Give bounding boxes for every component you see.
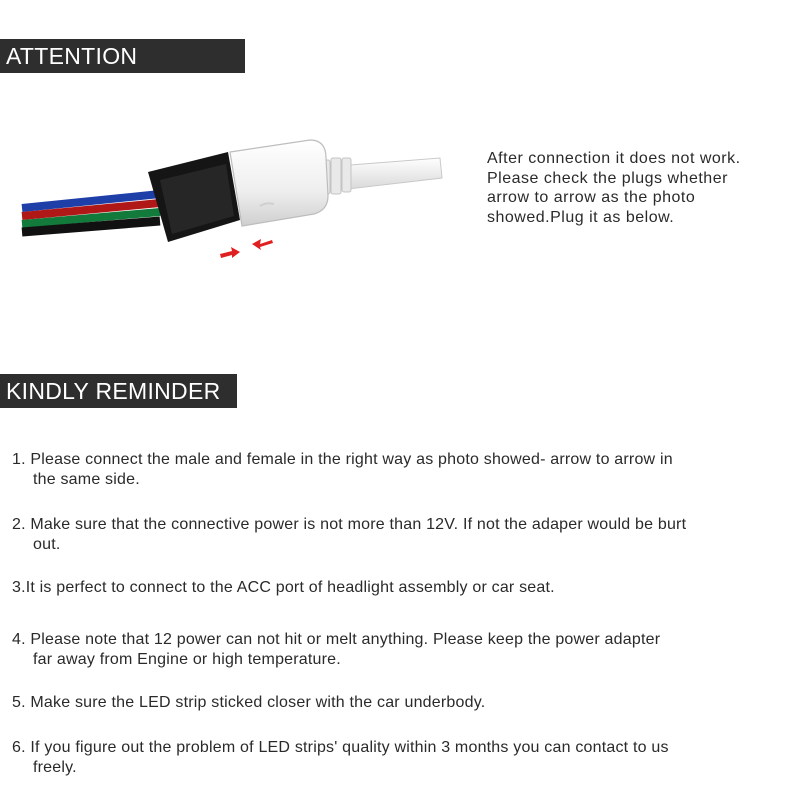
reminder-item-line: 2. Make sure that the connective power is not more than 12V. If not the adaper would be burt xyxy=(12,516,687,533)
reminder-item-line: 4. Please note that 12 power can not hit or melt anything. Please keep the power adapter xyxy=(12,631,661,648)
reminder-item-line: 1. Please connect the male and female in the right way as photo showed- arrow to arrow in xyxy=(12,451,673,468)
reminder-item-5 xyxy=(12,693,782,713)
reminder-item-4 xyxy=(12,630,782,670)
attention-note xyxy=(487,149,787,227)
alignment-arrows-icon xyxy=(220,239,273,258)
reminder-item-line: the same side. xyxy=(33,471,140,488)
attention-note-line: Please check the plugs whether xyxy=(487,169,728,187)
reminder-item-1 xyxy=(12,450,782,490)
attention-note-line: showed.Plug it as below. xyxy=(487,208,675,226)
attention-note-line: arrow to arrow as the photo xyxy=(487,189,696,206)
white-cable xyxy=(338,158,442,190)
reminder-item-line: 3.It is perfect to connect to the ACC port of headlight assembly or car seat. xyxy=(12,579,555,596)
reminder-item-6 xyxy=(12,738,782,778)
reminder-item-3 xyxy=(12,578,782,598)
rgb-connector-photo xyxy=(20,130,450,270)
female-plug-icon xyxy=(230,140,328,226)
kindly-reminder-header: KINDLY REMINDER xyxy=(0,374,237,408)
rgb-wires xyxy=(22,194,160,232)
reminder-item-line: 6. If you figure out the problem of LED strips' quality within 3 months you can contact to us xyxy=(12,739,669,756)
reminder-item-2 xyxy=(12,515,782,555)
reminder-item-line: far away from Engine or high temperature. xyxy=(33,651,341,668)
attention-header: ATTENTION xyxy=(0,39,245,73)
reminder-item-line: freely. xyxy=(33,759,77,776)
male-plug-icon xyxy=(148,152,240,242)
reminder-item-line: out. xyxy=(33,536,61,553)
attention-note-line: After connection it does not work. xyxy=(487,150,741,167)
reminder-item-line: 5. Make sure the LED strip sticked closer with the car underbody. xyxy=(12,694,486,711)
